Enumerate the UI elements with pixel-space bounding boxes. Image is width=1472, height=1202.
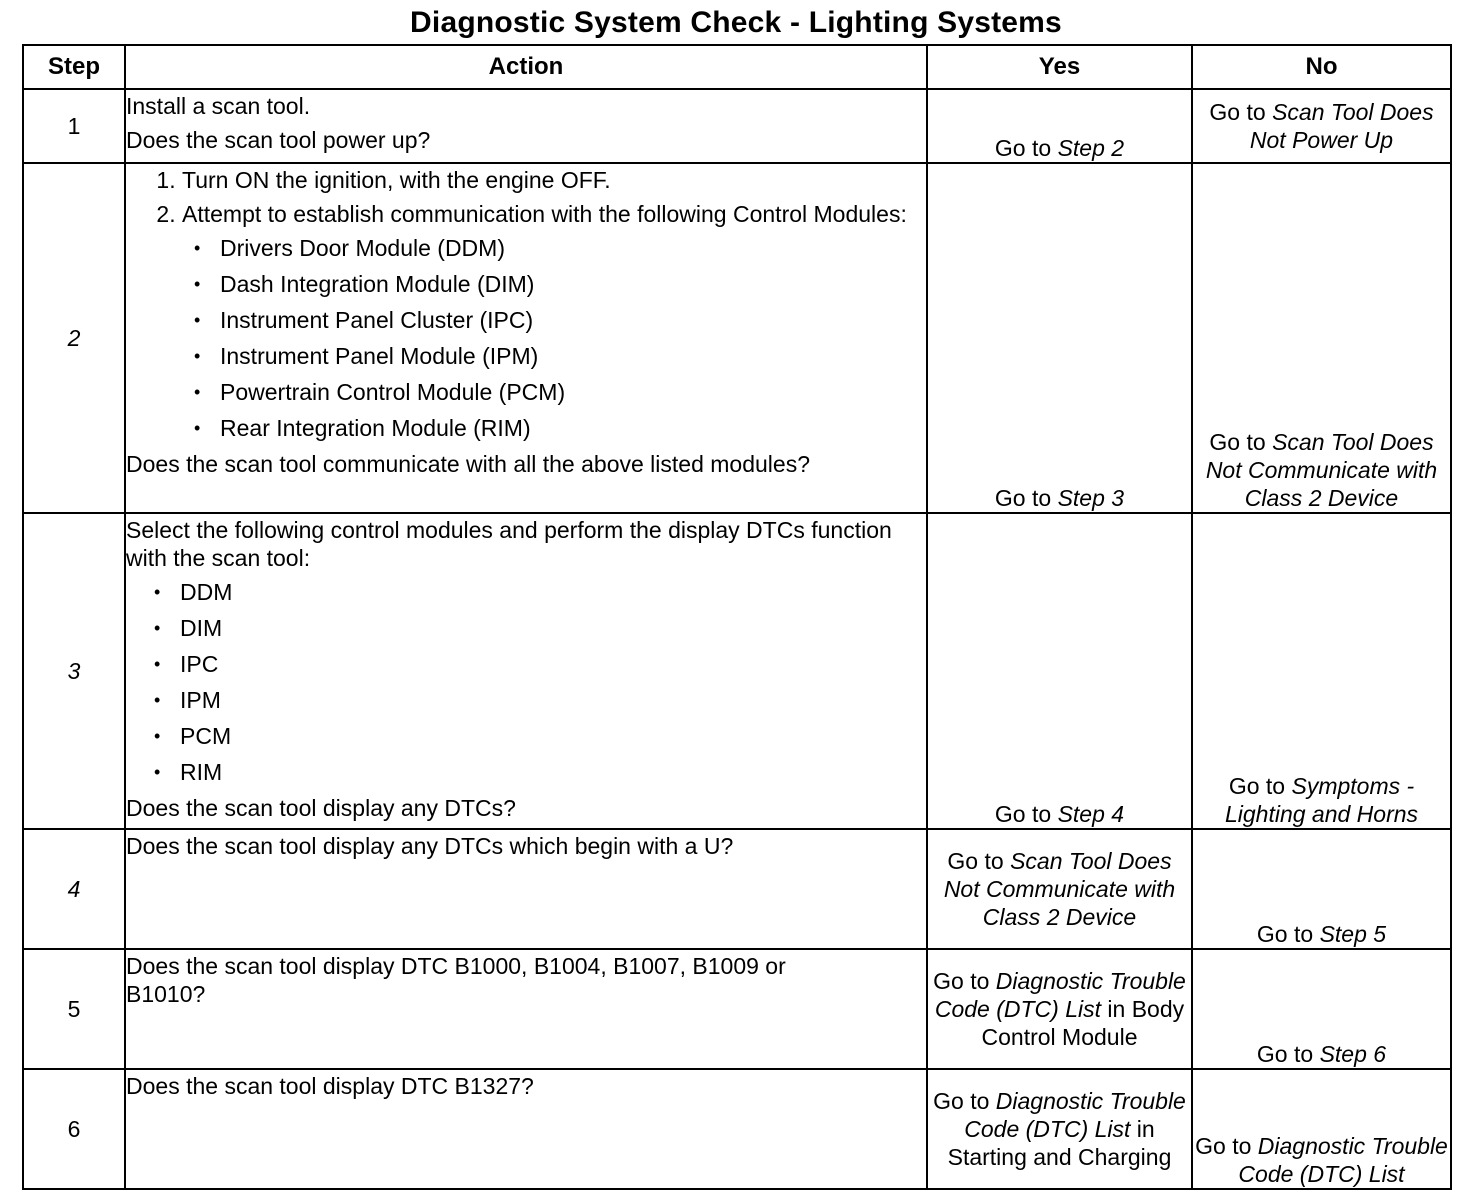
table-row (23, 89, 1451, 163)
no-cell (1192, 89, 1451, 163)
no-prefix: Go to (1209, 99, 1273, 125)
list-item: • Instrument Panel Cluster (IPC) (194, 306, 926, 334)
yes-link: Scan Tool Does Not Communicate with Class 2 Device (943, 848, 1176, 930)
no-link: Step 5 (1319, 921, 1387, 947)
action-question: Does the scan tool display any DTCs? (126, 795, 516, 821)
no-cell (1192, 1069, 1451, 1189)
page-title: Diagnostic System Check - Lighting Systems (410, 6, 1062, 39)
diagnostic-table (22, 44, 1452, 1190)
no-link: Scan Tool Does Not Communicate with Class 2 Device (1205, 429, 1438, 511)
action-cell (125, 949, 927, 1069)
step-number: 4 (23, 829, 125, 949)
action-cell (125, 1069, 927, 1189)
no-link: Symptoms - Lighting and Horns (1224, 773, 1419, 827)
list-item: • IPC (154, 650, 926, 678)
yes-suffix: in Starting and Charging (947, 1116, 1172, 1170)
no-prefix: Go to (1256, 921, 1320, 947)
list-item: • PCM (154, 722, 926, 750)
action-cell (125, 89, 927, 163)
list-item: • Dash Integration Module (DIM) (194, 270, 926, 298)
step-number: 2 (23, 163, 125, 513)
step-number: 5 (23, 949, 125, 1069)
no-cell (1192, 949, 1451, 1069)
action-question: Does the scan tool power up? (126, 127, 431, 153)
table-row (23, 513, 1451, 829)
yes-link: Step 4 (1057, 801, 1125, 827)
step-number: 6 (23, 1069, 125, 1189)
action-question: Does the scan tool communicate with all the above listed modules? (126, 451, 810, 477)
list-item: • DDM (154, 578, 926, 606)
yes-prefix: Go to (994, 485, 1058, 511)
module-list (182, 234, 926, 442)
list-item: • DIM (154, 614, 926, 642)
list-item: • Rear Integration Module (RIM) (194, 414, 926, 442)
yes-cell (927, 1069, 1192, 1189)
list-item: • Drivers Door Module (DDM) (194, 234, 926, 262)
header-action: Action (125, 45, 927, 89)
table-row (23, 163, 1451, 513)
yes-cell (927, 163, 1192, 513)
numbered-list (126, 166, 926, 442)
no-link: Diagnostic Trouble Code (DTC) List (1238, 1133, 1448, 1187)
yes-prefix: Go to (933, 968, 996, 994)
list-item: • IPM (154, 686, 926, 714)
yes-link: Diagnostic Trouble Code (DTC) List (964, 1088, 1186, 1142)
no-prefix: Go to (1256, 1041, 1320, 1067)
list-item: 1. Turn ON the ignition, with the engine OFF. (182, 166, 926, 194)
list-item: • Powertrain Control Module (PCM) (194, 378, 926, 406)
action-text: Install a scan tool. (126, 93, 311, 119)
module-list (126, 578, 926, 786)
yes-cell (927, 949, 1192, 1069)
table-row (23, 829, 1451, 949)
no-prefix: Go to (1209, 429, 1273, 455)
action-question: Does the scan tool display DTC B1000, B1004, B1007, B1009 or B1010? (126, 953, 786, 1007)
table-row (23, 1069, 1451, 1189)
step-number: 3 (23, 513, 125, 829)
yes-cell (927, 513, 1192, 829)
yes-suffix: in Body Control Module (981, 996, 1185, 1050)
yes-prefix: Go to (994, 135, 1058, 161)
yes-prefix: Go to (933, 1088, 996, 1114)
no-cell (1192, 513, 1451, 829)
list-item: • Instrument Panel Module (IPM) (194, 342, 926, 370)
no-prefix: Go to (1228, 773, 1292, 799)
action-question: Does the scan tool display any DTCs which begin with a U? (126, 833, 734, 859)
yes-link: Diagnostic Trouble Code (DTC) List (934, 968, 1186, 1022)
no-prefix: Go to (1195, 1133, 1258, 1159)
header-yes: Yes (927, 45, 1192, 89)
header-step: Step (23, 45, 125, 89)
yes-cell (927, 829, 1192, 949)
yes-link: Step 2 (1057, 135, 1125, 161)
table-row (23, 949, 1451, 1069)
header-no: No (1192, 45, 1451, 89)
action-cell (125, 829, 927, 949)
yes-link: Step 3 (1057, 485, 1125, 511)
no-cell (1192, 163, 1451, 513)
no-link: Scan Tool Does Not Power Up (1249, 99, 1434, 153)
no-link: Step 6 (1319, 1041, 1387, 1067)
action-intro: Select the following control modules and perform the display DTCs function with the scan tool: (126, 517, 892, 571)
list-item: • RIM (154, 758, 926, 786)
action-question: Does the scan tool display DTC B1327? (126, 1073, 534, 1099)
yes-cell (927, 89, 1192, 163)
yes-prefix: Go to (994, 801, 1058, 827)
step-number: 1 (23, 89, 125, 163)
yes-prefix: Go to (947, 848, 1011, 874)
action-cell (125, 163, 927, 513)
no-cell (1192, 829, 1451, 949)
action-cell (125, 513, 927, 829)
list-item: 2. Attempt to establish communication with the following Control Modules: • Drivers Door Module (DDM) • Dash Integration Module (DIM) • Instrument Panel Cluster (IPC) • Instrument Panel Module (IPM) • Powertrain Control Module (PCM) • Rear Integration Module (RIM) (182, 200, 926, 442)
header-row (23, 45, 1451, 89)
